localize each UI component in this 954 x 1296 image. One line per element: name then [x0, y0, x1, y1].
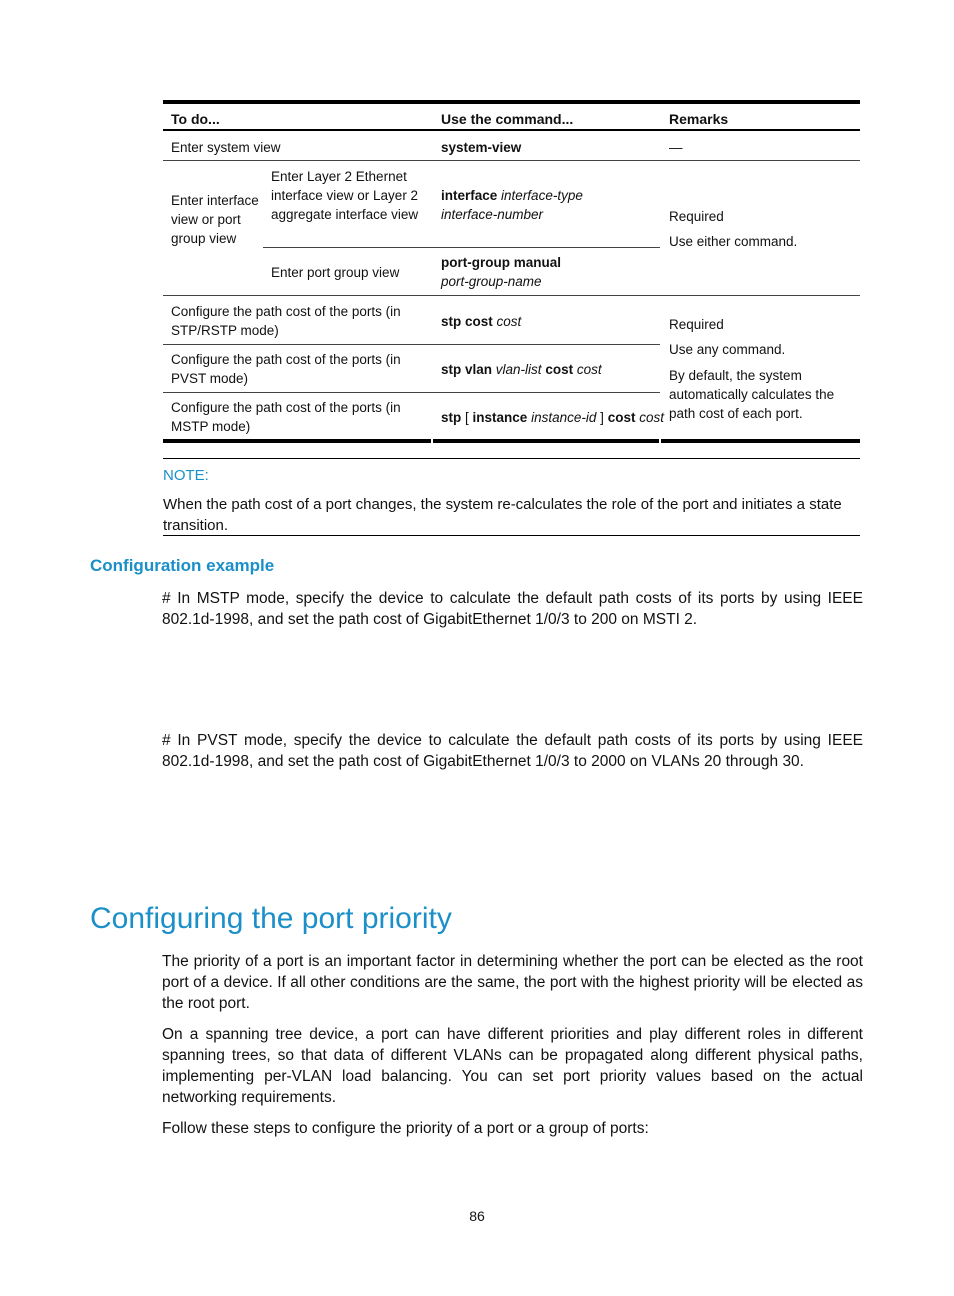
- header-todo: To do...: [171, 111, 220, 127]
- section-p3: Follow these steps to configure the priority of a port or a group of ports:: [162, 1120, 649, 1137]
- row1-todo: Enter system view: [171, 140, 281, 155]
- row3-remarks-1: Required: [669, 317, 724, 332]
- row3b-command: [441, 360, 602, 379]
- cmd-a-arg: cost: [496, 314, 522, 329]
- section-p1: The priority of a port is an important factor in determining whether the port can be elected as the root port of a device. If all other conditions are the same, the port with the highest priority will be elected as the root port.: [162, 953, 863, 1012]
- cmd-b-keyword1: stp vlan: [441, 362, 493, 377]
- section-title: Configuring the port priority: [90, 902, 452, 935]
- header-remarks: Remarks: [669, 111, 729, 127]
- row3a-todo: Configure the path cost of the ports (in STP/RSTP mode): [171, 304, 401, 338]
- row3c-todo: Configure the path cost of the ports (in MSTP mode): [171, 400, 401, 434]
- row2-sub2: Enter port group view: [271, 265, 400, 280]
- row1-remarks: —: [669, 140, 683, 155]
- table-header-rule: [163, 129, 860, 131]
- config-example-p1: # In MSTP mode, specify the device to calculate the default path costs of its ports by using IEEE 802.1d-1998, and set the path cost of GigabitEthernet 1/0/3 to 200 on MSTI 2.: [162, 590, 863, 628]
- row2-remarks-2: Use either command.: [669, 234, 798, 249]
- row2-divider: [163, 295, 860, 296]
- row2-cmd1: [441, 186, 641, 224]
- cmd-c-bracket-close: ]: [600, 410, 604, 425]
- row3b-todo: Configure the path cost of the ports (in PVST mode): [171, 352, 401, 386]
- row3a-command: [441, 312, 521, 331]
- header-command: Use the command...: [441, 111, 574, 127]
- row2-remarks-1: Required: [669, 209, 724, 224]
- page-number: 86: [469, 1208, 485, 1224]
- row3b-divider: [163, 392, 660, 393]
- cmd-c-keyword1: stp: [441, 410, 462, 425]
- table-bottom-gap-1: [431, 439, 433, 443]
- table-bottom-rule: [163, 439, 860, 443]
- cmd1-arg-number: interface-number: [441, 207, 544, 222]
- cmd-b-arg2: cost: [576, 362, 602, 377]
- table-bottom-gap-2: [659, 439, 661, 443]
- row2-group-label: Enter interface view or port group view: [171, 193, 259, 246]
- note-bottom-rule: [163, 535, 860, 536]
- cmd-c-arg1: instance-id: [531, 410, 597, 425]
- table-top-rule: [163, 100, 860, 104]
- cmd-c-bracket-open: [: [465, 410, 469, 425]
- cmd-b-arg1: vlan-list: [495, 362, 542, 377]
- cmd1-keyword: interface: [441, 188, 498, 203]
- cmd-c-keyword2: instance: [472, 410, 528, 425]
- note-label: NOTE:: [163, 467, 209, 484]
- row3-remarks-2: Use any command.: [669, 342, 786, 357]
- cmd-c-keyword3: cost: [607, 410, 636, 425]
- cmd1-arg-type: interface-type: [501, 188, 583, 203]
- command-table: [163, 100, 860, 443]
- row3-remarks-3: By default, the system automatically calculates the path cost of each port.: [669, 368, 835, 421]
- row1-command: system-view: [441, 140, 522, 155]
- config-example-p2: # In PVST mode, specify the device to calculate the default path costs of its ports by using IEEE 802.1d-1998, and set the path cost of GigabitEthernet 1/0/3 to 2000 on VLANs 20 through 30.: [162, 732, 863, 770]
- cmd2-arg: port-group-name: [441, 274, 542, 289]
- cmd-c-arg2: cost: [639, 410, 664, 425]
- section-p2: On a spanning tree device, a port can have different priorities and play different roles in different spanning trees, so that data of different VLANs can be propagated along different physical paths, implementing per-VLAN load balancing. You can set port priority values based on the actual networking requirements.: [162, 1026, 863, 1106]
- row2-sub1: Enter Layer 2 Ethernet interface view or Layer 2 aggregate interface view: [271, 169, 419, 222]
- cmd2-keyword: port-group manual: [441, 255, 561, 270]
- row3a-divider: [163, 344, 660, 345]
- note-text: When the path cost of a port changes, the system re-calculates the role of the port and initiates a state transition.: [163, 496, 842, 534]
- config-example-heading: Configuration example: [90, 556, 275, 575]
- cmd-b-keyword2: cost: [545, 362, 574, 377]
- row1-divider: [163, 160, 860, 161]
- cmd-a-keyword: stp cost: [441, 314, 493, 329]
- row2-inner-divider: [263, 247, 660, 248]
- row2-cmd2: [441, 253, 651, 291]
- note-top-rule: [163, 458, 860, 459]
- row3c-command: [441, 408, 664, 427]
